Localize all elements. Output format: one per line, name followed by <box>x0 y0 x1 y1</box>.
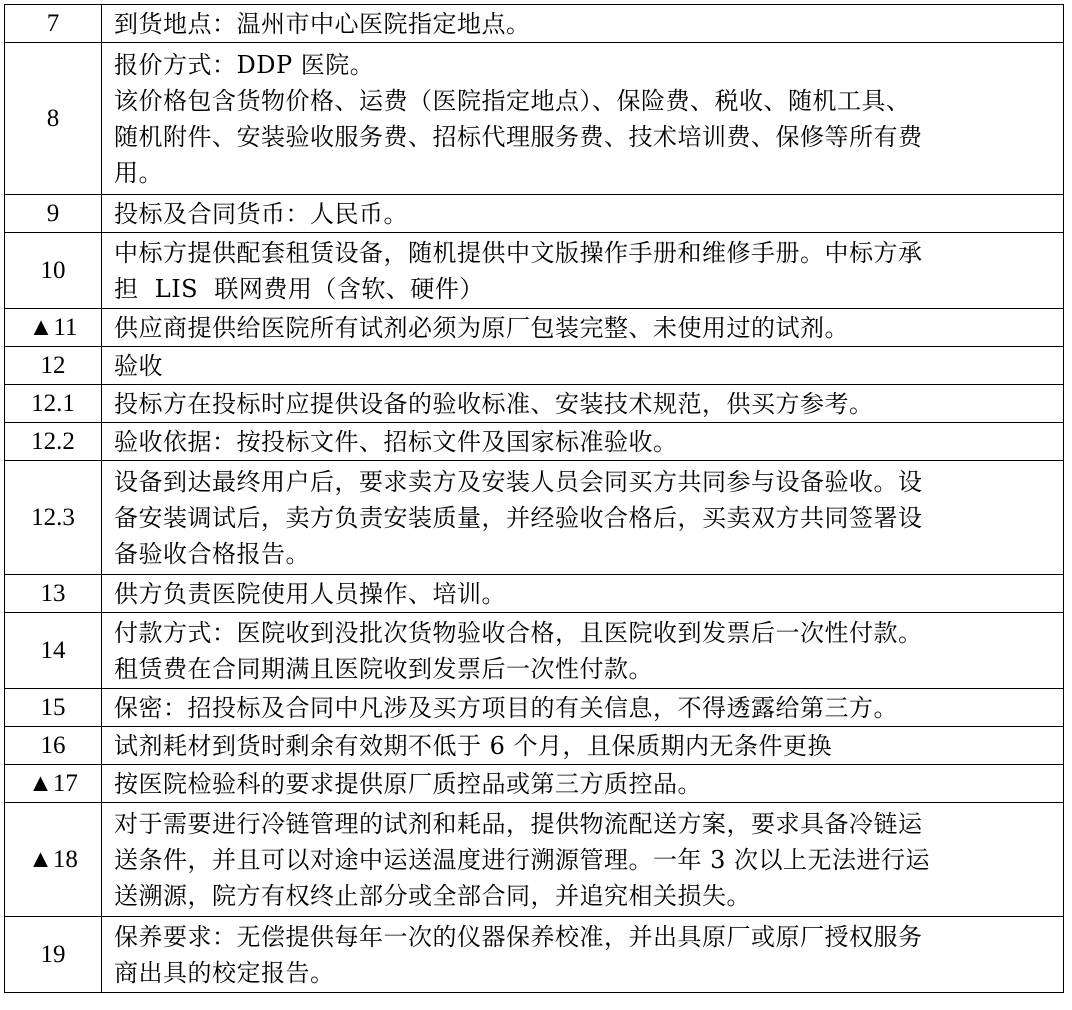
content-line: 付款方式：医院收到没批次货物验收合格，且医院收到发票后一次性付款。 <box>114 618 923 647</box>
content-line: 送溯源，院方有权终止部分或全部合同，并追究相关损失。 <box>114 881 751 910</box>
table-row <box>5 917 1064 993</box>
row-number: 16 <box>5 727 102 765</box>
content-line: 设备到达最终用户后，要求卖方及安装人员会同买方共同参与设备验收。设 <box>114 467 923 496</box>
table-row <box>5 385 1064 423</box>
row-content <box>102 233 1064 309</box>
content-line: 中标方提供配套租赁设备，随机提供中文版操作手册和维修手册。中标方承 <box>114 238 923 267</box>
content-line: 投标方在投标时应提供设备的验收标准、安装技术规范，供买方参考。 <box>114 389 874 418</box>
row-number: 13 <box>5 575 102 613</box>
row-number: 12.1 <box>5 385 102 423</box>
row-content <box>102 689 1064 727</box>
content-line: 供应商提供给医院所有试剂必须为原厂包装完整、未使用过的试剂。 <box>114 313 849 342</box>
row-number: 15 <box>5 689 102 727</box>
row-number: 8 <box>5 43 102 195</box>
content-line: 报价方式：DDP 医院。 <box>114 50 375 79</box>
row-content <box>102 765 1064 803</box>
content-line: 到货地点：温州市中心医院指定地点。 <box>114 9 531 38</box>
content-line: 保养要求：无偿提供每年一次的仪器保养校准，并出具原厂或原厂授权服务 <box>114 922 923 951</box>
content-line: 备安装调试后，卖方负责安装质量，并经验收合格后，买卖双方共同签署设 <box>114 503 923 532</box>
table-row <box>5 347 1064 385</box>
table-row <box>5 423 1064 461</box>
content-line: 送条件，并且可以对途中运送温度进行溯源管理。一年 3 次以上无法进行运 <box>114 845 931 874</box>
content-line: 保密：招投标及合同中凡涉及买方项目的有关信息，不得透露给第三方。 <box>114 693 898 722</box>
table-row <box>5 195 1064 233</box>
table-row <box>5 5 1064 43</box>
content-line: 验收 <box>114 351 163 380</box>
table-row <box>5 803 1064 917</box>
content-line: 用。 <box>114 158 163 187</box>
table-row <box>5 765 1064 803</box>
row-content <box>102 613 1064 689</box>
row-number: ▲11 <box>5 309 102 347</box>
row-content <box>102 195 1064 233</box>
row-content <box>102 461 1064 575</box>
row-number: 12.3 <box>5 461 102 575</box>
row-number: 14 <box>5 613 102 689</box>
row-content <box>102 917 1064 993</box>
table-row <box>5 727 1064 765</box>
table-row <box>5 575 1064 613</box>
content-line: 供方负责医院使用人员操作、培训。 <box>114 579 506 608</box>
row-number: 7 <box>5 5 102 43</box>
table-row <box>5 461 1064 575</box>
content-line: 对于需要进行冷链管理的试剂和耗品，提供物流配送方案，要求具备冷链运 <box>114 809 923 838</box>
content-line: 按医院检验科的要求提供原厂质控品或第三方质控品。 <box>114 769 702 798</box>
content-line: 商出具的校定报告。 <box>114 958 335 987</box>
table-row <box>5 613 1064 689</box>
row-content <box>102 347 1064 385</box>
table-row <box>5 43 1064 195</box>
row-content <box>102 5 1064 43</box>
row-number: ▲17 <box>5 765 102 803</box>
row-content <box>102 423 1064 461</box>
content-line: 租赁费在合同期满且医院收到发票后一次性付款。 <box>114 654 653 683</box>
content-line: 试剂耗材到货时剩余有效期不低于 6 个月，且保质期内无条件更换 <box>114 731 833 760</box>
table-row <box>5 233 1064 309</box>
row-content <box>102 575 1064 613</box>
row-number: 12 <box>5 347 102 385</box>
terms-table-body <box>5 5 1064 993</box>
row-content <box>102 309 1064 347</box>
row-number: 12.2 <box>5 423 102 461</box>
content-line: 该价格包含货物价格、运费（医院指定地点）、保险费、税收、随机工具、 <box>114 86 911 115</box>
content-line: 投标及合同货币：人民币。 <box>114 199 408 228</box>
table-row <box>5 309 1064 347</box>
row-content <box>102 727 1064 765</box>
row-number: 19 <box>5 917 102 993</box>
terms-table <box>4 4 1064 993</box>
row-number: 9 <box>5 195 102 233</box>
row-content <box>102 803 1064 917</box>
row-number: 10 <box>5 233 102 309</box>
row-number: ▲18 <box>5 803 102 917</box>
row-content <box>102 43 1064 195</box>
table-row <box>5 689 1064 727</box>
content-line: 验收依据：按投标文件、招标文件及国家标准验收。 <box>114 427 678 456</box>
row-content <box>102 385 1064 423</box>
content-line: 随机附件、安装验收服务费、招标代理服务费、技术培训费、保修等所有费 <box>114 122 923 151</box>
content-line: 担 LIS 联网费用（含软、硬件） <box>114 274 484 303</box>
content-line: 备验收合格报告。 <box>114 539 310 568</box>
